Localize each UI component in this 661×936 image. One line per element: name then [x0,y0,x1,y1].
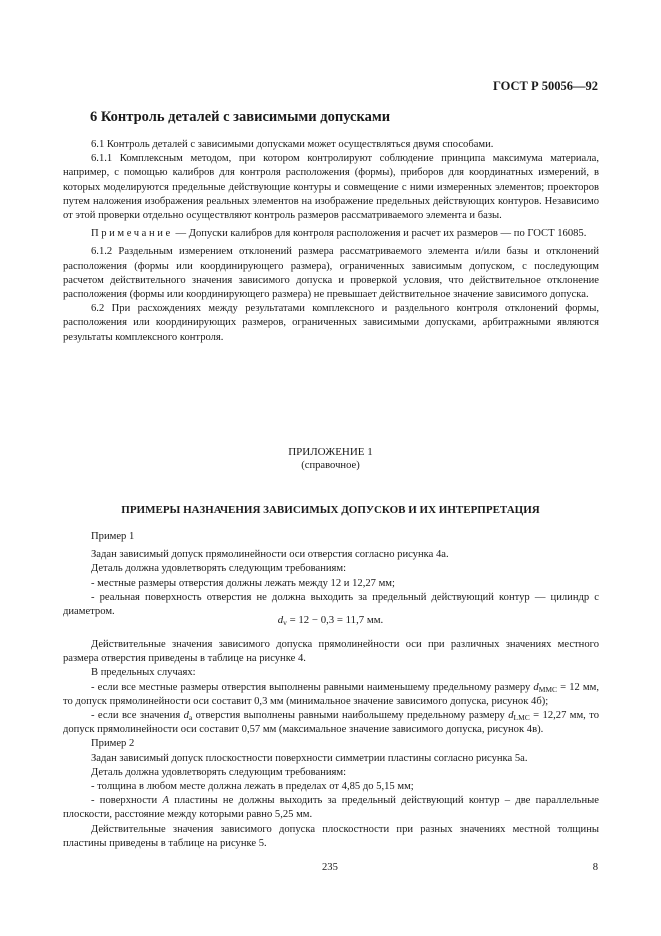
section-body [63,138,599,345]
line-8-text-b: отверстия выполнены равными наибольшему предельному размеру [192,710,509,722]
example-1-top [63,530,599,619]
example-1-line-3: - местные размеры отверстия должны лежать между 12 и 12,27 мм; [91,577,395,589]
example-1-label: Пример 1 [91,531,135,542]
page-number-center: 235 [322,862,338,873]
example-2-line-4 [63,794,599,822]
example-2-line-2: Деталь должна удовлетворять следующим требованиям: [91,766,347,778]
line-7-variable: d [533,681,539,693]
line-7-text-b: = 12 мм, то допуск прямолинейности оси составит 0,3 мм (минимальное значение зависимого допуска, рисунок 4б); [63,681,599,707]
line-7-text-a: - если все местные размеры отверстия выполнены равными наименьшему предельному размеру [91,681,534,693]
line-8-text-a: - если все значения [91,710,184,722]
standard-header: ГОСТ Р 50056—92 [492,79,598,93]
line-8-variable: d [183,710,189,722]
appendix-title: ПРИЛОЖЕНИЕ 1 [288,446,373,458]
example-1-line-7 [63,681,599,709]
line-8-subscript: a [188,713,193,723]
example-1-line-4: - реальная поверхность отверстия не должна выходить за предельный действующий контур — цилиндр с диаметром. [63,591,599,618]
formula-variable: d [277,614,284,626]
example-2-label: Пример 2 [91,738,135,750]
example-2-line-3: - толщина в любом месте должна лежать в пределах от 4,85 до 5,15 мм; [91,781,414,793]
ex2-line-4-text-b: пластины не должны выходить за предельный действующий контур – две параллельные плоскости, расстояние между которыми равно 5,25 мм. [63,795,599,821]
example-1-bottom [63,638,599,851]
appendix-subtitle: (справочное) [301,460,360,471]
example-2-line-1: Задан зависимый допуск плоскостности поверхности симметрии пластины согласно рисунка 5а. [91,752,528,764]
note-label: Примечание [91,228,173,240]
line-8-variable-2: d [508,710,514,722]
example-1-line-1: Задан зависимый допуск прямолинейности оси отверстия согласно рисунка 4а. [91,549,449,561]
appendix-heading: ПРИМЕРЫ НАЗНАЧЕНИЯ ЗАВИСИМЫХ ДОПУСКОВ И ИХ ИНТЕРПРЕТАЦИЯ [121,504,540,516]
example-1-line-6: В предельных случаях: [91,667,196,679]
line-8-subscript-2: LMC [513,713,530,723]
formula-rest: = 12 − 0,3 = 11,7 мм. [286,614,384,626]
section-title: 6 Контроль деталей с зависимыми допусками [90,109,391,125]
formula-subscript: v [283,618,287,627]
line-7-subscript: MMC [538,684,558,694]
example-1-line-5: Действительные значения зависимого допуска прямолинейности оси при различных значениях местного размера отверстия приведены в таблице на рисунке 4. [63,639,599,665]
example-2-line-5: Действительные значения зависимого допуска плоскостности при разных значениях местной толщины пластины приведены в таблице на рисунке 5. [63,823,599,849]
page-number-right: 8 [592,862,598,873]
example-1-line-8 [63,709,599,737]
paragraph-6-1: 6.1 Контроль деталей с зависимыми допусками может осуществляться двумя способами. [91,139,494,150]
paragraph-6-1-2: 6.1.2 Раздельным измерением отклонений размера рассматриваемого элемента и/или базы и отклонений расположения (формы или координирующего размера), ограниченных зависимым допуском, с последующим расчетом действительного значения зависимого допуска и проверкой условия, что действительное отклонение расположения (формы или координирующего размера) не превышает действительное значение зависимого допуска. [63,246,599,301]
line-8-text-c: = 12,27 мм, то допуск прямолинейности оси составит 0,57 мм (максимальное значение зависимого допуска, рисунок 4в). [63,710,600,736]
formula-dv [0,614,661,626]
paragraph-6-2: 6.2 При расхождениях между результатами комплексного и раздельного контроля отклонений формы, расположения или координирующих размеров, ограниченных зависимыми допусками, арбитражными являются результаты комплексного контроля. [63,303,599,343]
note-text: — Допуски калибров для контроля расположения и расчет их размеров — по ГОСТ 16085. [172,228,587,240]
ex2-line-4-text-a: - поверхности [91,795,163,807]
note-paragraph [63,227,599,241]
paragraph-6-1-1: 6.1.1 Комплексным методом, при котором контролируют соблюдение принципа максимума материала, например, с помощью калибров для контроля расположения (формы), приборов для координатных измерений, в которых моделируются предельные действующие контуры и совмещение с ними измеренных элементов; проекторов путем наложения изображения реальных элементов на изображение предельных действующих контуров. Независимо от этой проверки отдельно осуществляют контроль размеров рассматриваемого элемента и базы. [63,153,599,222]
ex2-line-4-variable: А [162,795,169,807]
example-1-line-2: Деталь должна удовлетворять следующим требованиям: [91,563,347,575]
